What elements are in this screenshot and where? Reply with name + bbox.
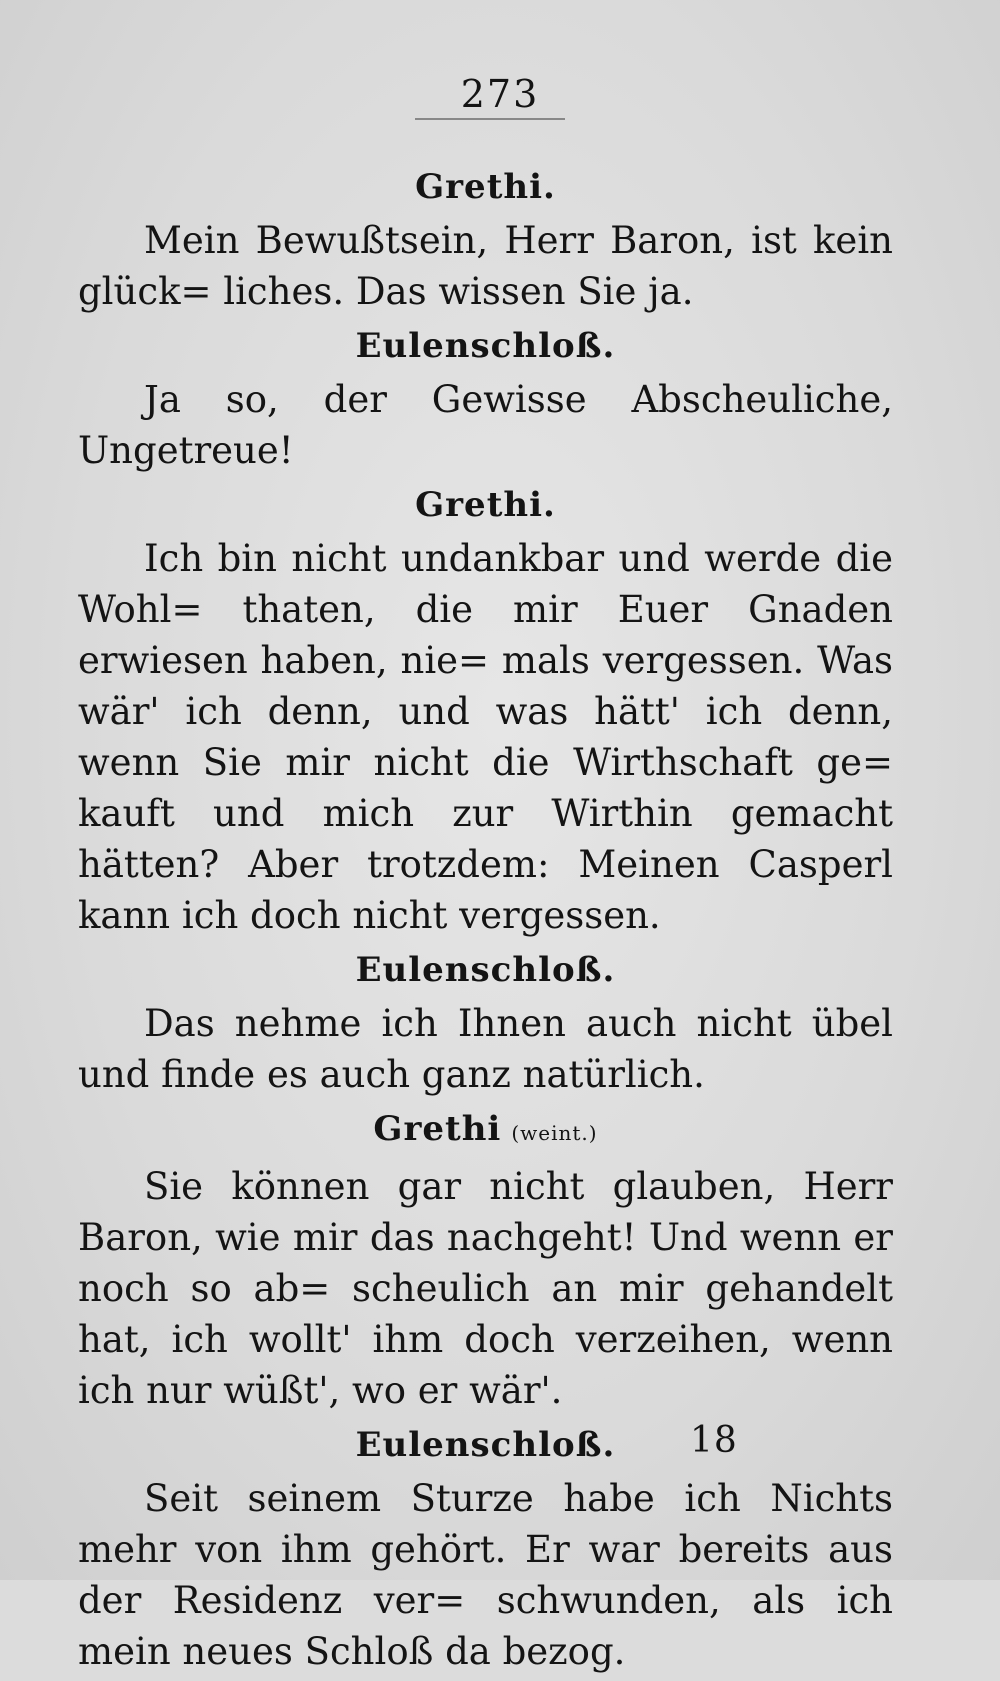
speech-paragraph: Ich bin nicht undankbar und werde die Wohl= thaten, die mir Euer Gnaden erwiesen haben, nie= mals vergessen. Was wär' ich denn, und was hätt' ich denn, wenn Sie mir nicht die Wirthschaft ge= kauft und mich zur Wirthin gemacht hätten? Aber trotzdem: Meinen Casperl kann ich doch nicht vergessen. (78, 537, 893, 937)
speech-paragraph: Ja so, der Gewisse Abscheuliche, Ungetreue! (78, 378, 893, 472)
dialogue-body (78, 158, 893, 1681)
speech-paragraph: Sie können gar nicht glauben, Herr Baron, wie mir das nachgeht! Und wenn er noch so ab= scheulich an mir gehandelt hat, ich wollt' ihm doch verzeihen, wenn ich nur wüßt', wo er wär'. (78, 1165, 893, 1412)
speech-paragraph: Das nehme ich Ihnen auch nicht übel und finde es auch ganz natürlich. (78, 1002, 893, 1096)
speaker-heading: Grethi. (415, 167, 556, 207)
speaker-heading: Grethi (weint.) (373, 1109, 598, 1149)
stage-direction: (weint.) (511, 1121, 598, 1145)
speaker-heading: Eulenschloß. (355, 326, 616, 366)
header-rule (415, 118, 565, 126)
speech-paragraph: Mein Bewußtsein, Herr Baron, ist kein glück= liches. Das wissen Sie ja. (78, 219, 893, 313)
speech-paragraph: Seit seinem Sturze habe ich Nichts mehr von ihm gehört. Er war bereits aus der Residenz ver= schwunden, als ich mein neues Schloß da bezog. (78, 1477, 893, 1673)
speaker-heading: Eulenschloß. (355, 1425, 616, 1465)
printer-signature-mark: 18 (690, 1420, 738, 1461)
speaker-heading: Grethi. (415, 485, 556, 525)
page-number: 273 (460, 72, 540, 116)
speaker-heading: Eulenschloß. (355, 950, 616, 990)
